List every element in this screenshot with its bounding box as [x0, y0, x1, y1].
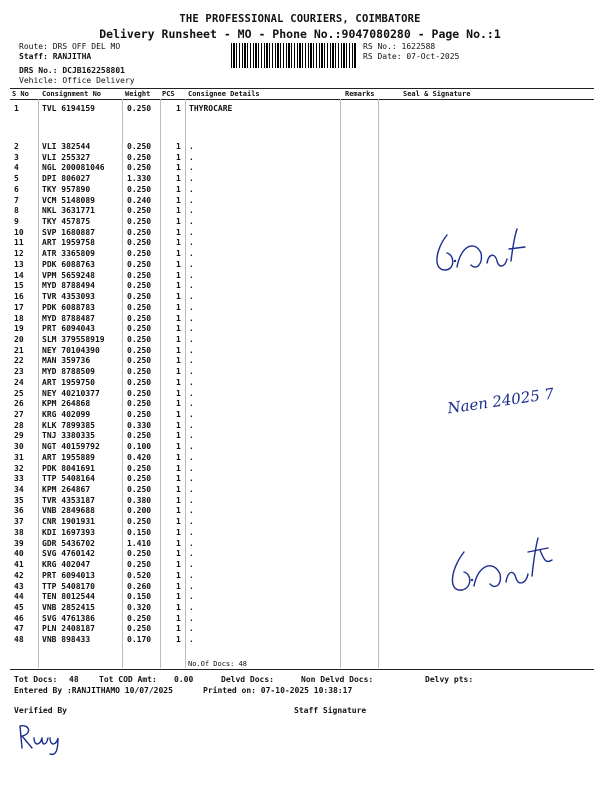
cell-pcs: 1 [176, 249, 181, 259]
cell-consignee-details: . [189, 431, 194, 441]
cell-consignee-details: . [189, 538, 194, 548]
cell-consignment-no: MYD 8788494 [42, 281, 95, 291]
vehicle-label: Vehicle: Office Delivery [19, 76, 135, 85]
cell-consignment-no: VLI 255327 [42, 152, 91, 162]
cell-sno: 41 [14, 560, 24, 570]
cell-consignee-details: . [189, 313, 194, 323]
cell-consignee-details: . [189, 367, 194, 377]
cell-weight: 0.250 [127, 613, 152, 623]
cell-sno: 8 [14, 206, 19, 216]
cell-pcs: 1 [176, 420, 181, 430]
cell-weight: 0.250 [127, 410, 152, 419]
cell-consignment-no: GDR 5436702 [42, 538, 95, 548]
cell-weight: 0.250 [127, 624, 152, 634]
cell-consignee-details: . [189, 227, 194, 237]
verifier-signature [16, 718, 76, 758]
cell-pcs: 1 [176, 104, 181, 113]
cell-pcs: 1 [176, 635, 181, 645]
cell-pcs: 1 [176, 410, 181, 419]
cell-consignee-details: . [189, 549, 194, 559]
cell-pcs: 1 [176, 485, 181, 495]
cell-sno: 33 [14, 474, 24, 484]
cell-sno: 5 [14, 174, 19, 184]
cell-sno: 45 [14, 602, 24, 612]
cell-sno: 21 [14, 345, 24, 355]
cell-consignee-details: . [189, 259, 194, 269]
cell-sno: 27 [14, 410, 24, 419]
cell-weight: 0.250 [127, 142, 152, 151]
cell-consignee-details: . [189, 356, 194, 366]
cell-sno: 30 [14, 442, 24, 452]
cell-consignment-no: KPM 264868 [42, 399, 91, 409]
cell-consignment-no: KRG 402047 [42, 560, 91, 570]
cell-weight: 0.250 [127, 259, 152, 269]
cell-weight: 0.250 [127, 238, 152, 248]
cell-consignee-details: . [189, 410, 194, 419]
route-label: Route: DRS OFF DEL MO [19, 42, 121, 51]
verified-by-label: Verified By [14, 706, 67, 715]
cell-weight: 0.150 [127, 592, 152, 602]
cell-consignment-no: VCM 5148089 [42, 195, 95, 205]
cell-sno: 28 [14, 420, 24, 430]
cell-pcs: 1 [176, 356, 181, 366]
cell-pcs: 1 [176, 302, 181, 312]
cell-weight: 0.330 [127, 420, 152, 430]
cell-consignment-no: NKL 3631771 [42, 206, 95, 216]
cell-sno: 39 [14, 538, 24, 548]
cell-consignment-no: CNR 1901931 [42, 517, 95, 527]
handwritten-signature-top [425, 215, 535, 285]
cell-sno: 23 [14, 367, 24, 377]
cell-sno: 31 [14, 452, 24, 462]
cell-pcs: 1 [176, 292, 181, 302]
cell-consignee-details: . [189, 560, 194, 570]
cell-weight: 0.250 [127, 104, 152, 113]
cell-consignee-details: . [189, 442, 194, 452]
cell-consignee-details: . [189, 324, 194, 334]
cell-consignment-no: ART 1959750 [42, 377, 95, 387]
non-delvd-docs: Non Delvd Docs: [301, 675, 374, 684]
cell-consignee-details: . [189, 485, 194, 495]
cell-consignee-details: . [189, 474, 194, 484]
cell-consignee-details: . [189, 302, 194, 312]
cell-pcs: 1 [176, 184, 181, 194]
cell-sno: 40 [14, 549, 24, 559]
col-seal-signature: Seal & Signature [403, 90, 471, 98]
cell-consignee-details: . [189, 281, 194, 291]
col-consignment: Consignment No [42, 90, 102, 98]
cell-sno: 38 [14, 527, 24, 537]
cell-pcs: 1 [176, 442, 181, 452]
cell-pcs: 1 [176, 431, 181, 441]
tot-docs-label: Tot Docs: [14, 675, 58, 684]
cell-consignment-no: VPM 5659248 [42, 270, 95, 280]
cell-consignee-details: THYROCARE [189, 104, 233, 113]
cell-weight: 0.250 [127, 152, 152, 162]
handwritten-receipt-note: Naen 24025 7 [446, 384, 556, 418]
cell-pcs: 1 [176, 560, 181, 570]
cell-sno: 3 [14, 152, 19, 162]
cell-weight: 0.250 [127, 485, 152, 495]
cell-consignment-no: TEN 8012544 [42, 592, 95, 602]
cell-sno: 6 [14, 184, 19, 194]
cell-consignment-no: VNB 898433 [42, 635, 91, 645]
cell-consignment-no: NEY 70104390 [42, 345, 100, 355]
cell-consignment-no: SVG 4760142 [42, 549, 95, 559]
cell-pcs: 1 [176, 388, 181, 398]
entered-by: Entered By :RANJITHAMO 10/07/2025 [14, 686, 173, 695]
cell-consignment-no: PDK 6088783 [42, 302, 95, 312]
table-divider-consignee [340, 99, 341, 668]
cell-consignment-no: TVL 6194159 [42, 104, 95, 113]
cell-weight: 0.250 [127, 270, 152, 280]
cell-pcs: 1 [176, 602, 181, 612]
cell-sno: 2 [14, 142, 19, 151]
cell-sno: 42 [14, 570, 24, 580]
cell-consignment-no: VNB 2852415 [42, 602, 95, 612]
cell-consignment-no: PRT 6094043 [42, 324, 95, 334]
col-pcs: PCS [162, 90, 175, 98]
cell-weight: 0.100 [127, 442, 152, 452]
cell-weight: 0.250 [127, 217, 152, 227]
cell-sno: 4 [14, 163, 19, 173]
cell-consignment-no: DPI 806027 [42, 174, 91, 184]
cell-sno: 14 [14, 270, 24, 280]
cell-weight: 0.250 [127, 377, 152, 387]
cell-weight: 0.250 [127, 549, 152, 559]
cell-consignee-details: . [189, 345, 194, 355]
cell-consignment-no: PLN 2408187 [42, 624, 95, 634]
drs-number: DRS No.: DCJB162258801 [19, 66, 125, 75]
cell-consignment-no: MYD 8788509 [42, 367, 95, 377]
printed-on: Printed on: 07-10-2025 10:38:17 [203, 686, 353, 695]
cell-weight: 0.250 [127, 184, 152, 194]
cell-weight: 0.250 [127, 399, 152, 409]
cell-consignee-details: . [189, 249, 194, 259]
tot-docs-value: 48 [69, 675, 79, 684]
cell-consignee-details: . [189, 463, 194, 473]
cell-weight: 0.150 [127, 527, 152, 537]
cell-consignee-details: . [189, 495, 194, 505]
no-of-docs: No.Of Docs: 48 [188, 660, 248, 668]
cell-consignment-no: PRT 6094013 [42, 570, 95, 580]
barcode [231, 43, 357, 68]
cell-weight: 0.420 [127, 452, 152, 462]
table-divider-sno [38, 99, 39, 668]
cell-consignment-no: SVP 1680887 [42, 227, 95, 237]
cell-consignee-details: . [189, 238, 194, 248]
cell-consignment-no: PDK 6088763 [42, 259, 95, 269]
cell-sno: 36 [14, 506, 24, 516]
cell-consignee-details: . [189, 152, 194, 162]
cell-consignee-details: . [189, 635, 194, 645]
cell-pcs: 1 [176, 613, 181, 623]
cell-weight: 0.250 [127, 463, 152, 473]
cell-weight: 0.520 [127, 570, 152, 580]
cell-pcs: 1 [176, 163, 181, 173]
cell-weight: 0.170 [127, 635, 152, 645]
table-header-rule [10, 99, 594, 100]
cell-sno: 22 [14, 356, 24, 366]
cell-consignee-details: . [189, 163, 194, 173]
delvy-pts: Delvy pts: [425, 675, 474, 684]
cell-pcs: 1 [176, 334, 181, 344]
cell-sno: 26 [14, 399, 24, 409]
cell-sno: 1 [14, 104, 19, 113]
cell-pcs: 1 [176, 581, 181, 591]
cell-consignment-no: KPM 264867 [42, 485, 91, 495]
table-top-rule [10, 88, 594, 89]
cell-pcs: 1 [176, 527, 181, 537]
table-bottom-rule [10, 669, 594, 670]
cell-sno: 7 [14, 195, 19, 205]
cell-consignment-no: SVG 4761386 [42, 613, 95, 623]
cell-weight: 0.250 [127, 356, 152, 366]
cell-pcs: 1 [176, 570, 181, 580]
cell-consignee-details: . [189, 377, 194, 387]
cell-weight: 0.240 [127, 195, 152, 205]
cell-pcs: 1 [176, 313, 181, 323]
cell-consignee-details: . [189, 184, 194, 194]
cell-consignment-no: NGT 40159792 [42, 442, 100, 452]
cell-sno: 43 [14, 581, 24, 591]
cell-pcs: 1 [176, 624, 181, 634]
cell-consignee-details: . [189, 506, 194, 516]
cell-sno: 25 [14, 388, 24, 398]
cell-pcs: 1 [176, 474, 181, 484]
cell-consignment-no: ATR 3365809 [42, 249, 95, 259]
cell-sno: 29 [14, 431, 24, 441]
staff-signature-label: Staff Signature [294, 706, 367, 715]
cell-consignment-no: TVR 4353093 [42, 292, 95, 302]
cell-pcs: 1 [176, 324, 181, 334]
cell-sno: 10 [14, 227, 24, 237]
cell-pcs: 1 [176, 259, 181, 269]
cell-consignee-details: . [189, 334, 194, 344]
cell-consignee-details: . [189, 420, 194, 430]
runsheet-title: Delivery Runsheet - MO - Phone No.:9047080280 - Page No.:1 [99, 27, 501, 41]
cell-weight: 0.250 [127, 431, 152, 441]
tot-cod-label: Tot COD Amt: [99, 675, 157, 684]
cell-weight: 0.250 [127, 249, 152, 259]
cell-consignment-no: MYD 8788487 [42, 313, 95, 323]
cell-pcs: 1 [176, 367, 181, 377]
cell-consignment-no: KLK 7899385 [42, 420, 95, 430]
delvd-docs: Delvd Docs: [221, 675, 274, 684]
cell-weight: 1.330 [127, 174, 152, 184]
cell-pcs: 1 [176, 463, 181, 473]
cell-weight: 0.320 [127, 602, 152, 612]
cell-pcs: 1 [176, 399, 181, 409]
cell-pcs: 1 [176, 217, 181, 227]
cell-weight: 0.250 [127, 313, 152, 323]
cell-weight: 0.250 [127, 517, 152, 527]
cell-consignment-no: VLI 382544 [42, 142, 91, 151]
cell-weight: 0.250 [127, 345, 152, 355]
cell-weight: 0.250 [127, 206, 152, 216]
cell-sno: 18 [14, 313, 24, 323]
cell-weight: 0.250 [127, 302, 152, 312]
cell-sno: 15 [14, 281, 24, 291]
rs-number: RS No.: 1622588 [363, 42, 436, 51]
cell-weight: 1.410 [127, 538, 152, 548]
cell-sno: 32 [14, 463, 24, 473]
cell-consignee-details: . [189, 388, 194, 398]
cell-consignee-details: . [189, 399, 194, 409]
cell-consignment-no: VNB 2849688 [42, 506, 95, 516]
table-divider-remarks [378, 99, 379, 668]
cell-sno: 11 [14, 238, 24, 248]
table-divider-pcs [185, 99, 186, 668]
cell-pcs: 1 [176, 281, 181, 291]
col-weight: Weight [125, 90, 151, 98]
cell-sno: 35 [14, 495, 24, 505]
cell-sno: 46 [14, 613, 24, 623]
cell-pcs: 1 [176, 538, 181, 548]
cell-weight: 0.250 [127, 292, 152, 302]
cell-sno: 17 [14, 302, 24, 312]
rs-date: RS Date: 07-Oct-2025 [363, 52, 460, 61]
cell-pcs: 1 [176, 592, 181, 602]
cell-sno: 37 [14, 517, 24, 527]
cell-consignee-details: . [189, 581, 194, 591]
handwritten-signature-bottom [440, 530, 560, 605]
cell-sno: 24 [14, 377, 24, 387]
cell-weight: 0.250 [127, 560, 152, 570]
cell-pcs: 1 [176, 377, 181, 387]
cell-consignment-no: ART 1955889 [42, 452, 95, 462]
cell-pcs: 1 [176, 142, 181, 151]
cell-weight: 0.250 [127, 388, 152, 398]
cell-consignee-details: . [189, 602, 194, 612]
cell-consignee-details: . [189, 527, 194, 537]
cell-pcs: 1 [176, 517, 181, 527]
cell-consignment-no: NGL 200081046 [42, 163, 105, 173]
cell-sno: 47 [14, 624, 24, 634]
cell-sno: 16 [14, 292, 24, 302]
col-remarks: Remarks [345, 90, 375, 98]
cell-consignment-no: KDI 1697393 [42, 527, 95, 537]
cell-sno: 48 [14, 635, 24, 645]
cell-sno: 9 [14, 217, 19, 227]
cell-consignment-no: PDK 8041691 [42, 463, 95, 473]
cell-consignee-details: . [189, 270, 194, 280]
col-sno: S No [12, 90, 29, 98]
cell-sno: 44 [14, 592, 24, 602]
cell-pcs: 1 [176, 174, 181, 184]
cell-weight: 0.250 [127, 474, 152, 484]
cell-consignee-details: . [189, 174, 194, 184]
cell-consignee-details: . [189, 624, 194, 634]
cell-pcs: 1 [176, 495, 181, 505]
cell-weight: 0.250 [127, 163, 152, 173]
cell-weight: 0.250 [127, 324, 152, 334]
cell-weight: 0.250 [127, 367, 152, 377]
cell-consignee-details: . [189, 592, 194, 602]
cell-weight: 0.260 [127, 581, 152, 591]
cell-sno: 19 [14, 324, 24, 334]
cell-weight: 0.380 [127, 495, 152, 505]
cell-consignment-no: MAN 359736 [42, 356, 91, 366]
company-name: THE PROFESSIONAL COURIERS, COIMBATORE [179, 13, 421, 25]
table-divider-weight [160, 99, 161, 668]
cell-sno: 12 [14, 249, 24, 259]
cell-consignment-no: KRG 402099 [42, 410, 91, 419]
col-consignee-details: Consignee Details [188, 90, 260, 98]
cell-consignment-no: TKY 957890 [42, 184, 91, 194]
cell-pcs: 1 [176, 227, 181, 237]
cell-weight: 0.250 [127, 334, 152, 344]
table-divider-consignment [122, 99, 123, 668]
staff-label: Staff: RANJITHA [19, 52, 92, 61]
cell-pcs: 1 [176, 152, 181, 162]
cell-pcs: 1 [176, 452, 181, 462]
cell-pcs: 1 [176, 345, 181, 355]
cell-weight: 0.200 [127, 506, 152, 516]
cell-pcs: 1 [176, 506, 181, 516]
cell-consignee-details: . [189, 452, 194, 462]
cell-consignee-details: . [189, 570, 194, 580]
cell-sno: 34 [14, 485, 24, 495]
cell-consignment-no: TTP 5408170 [42, 581, 95, 591]
cell-consignment-no: ART 1959758 [42, 238, 95, 248]
cell-sno: 20 [14, 334, 24, 344]
cell-consignee-details: . [189, 195, 194, 205]
tot-cod-value: 0.00 [174, 675, 194, 684]
cell-pcs: 1 [176, 206, 181, 216]
cell-pcs: 1 [176, 270, 181, 280]
cell-consignee-details: . [189, 517, 194, 527]
cell-consignment-no: TKY 457875 [42, 217, 91, 227]
cell-consignment-no: TTP 5408164 [42, 474, 95, 484]
cell-pcs: 1 [176, 195, 181, 205]
cell-pcs: 1 [176, 549, 181, 559]
cell-consignee-details: . [189, 142, 194, 151]
cell-consignment-no: NEY 40210377 [42, 388, 100, 398]
cell-weight: 0.250 [127, 281, 152, 291]
cell-pcs: 1 [176, 238, 181, 248]
cell-consignee-details: . [189, 613, 194, 623]
cell-consignee-details: . [189, 292, 194, 302]
cell-consignment-no: TVR 4353187 [42, 495, 95, 505]
cell-consignee-details: . [189, 217, 194, 227]
cell-consignee-details: . [189, 206, 194, 216]
cell-weight: 0.250 [127, 227, 152, 237]
cell-consignment-no: SLM 379558919 [42, 334, 105, 344]
cell-consignment-no: TNJ 3380335 [42, 431, 95, 441]
cell-sno: 13 [14, 259, 24, 269]
